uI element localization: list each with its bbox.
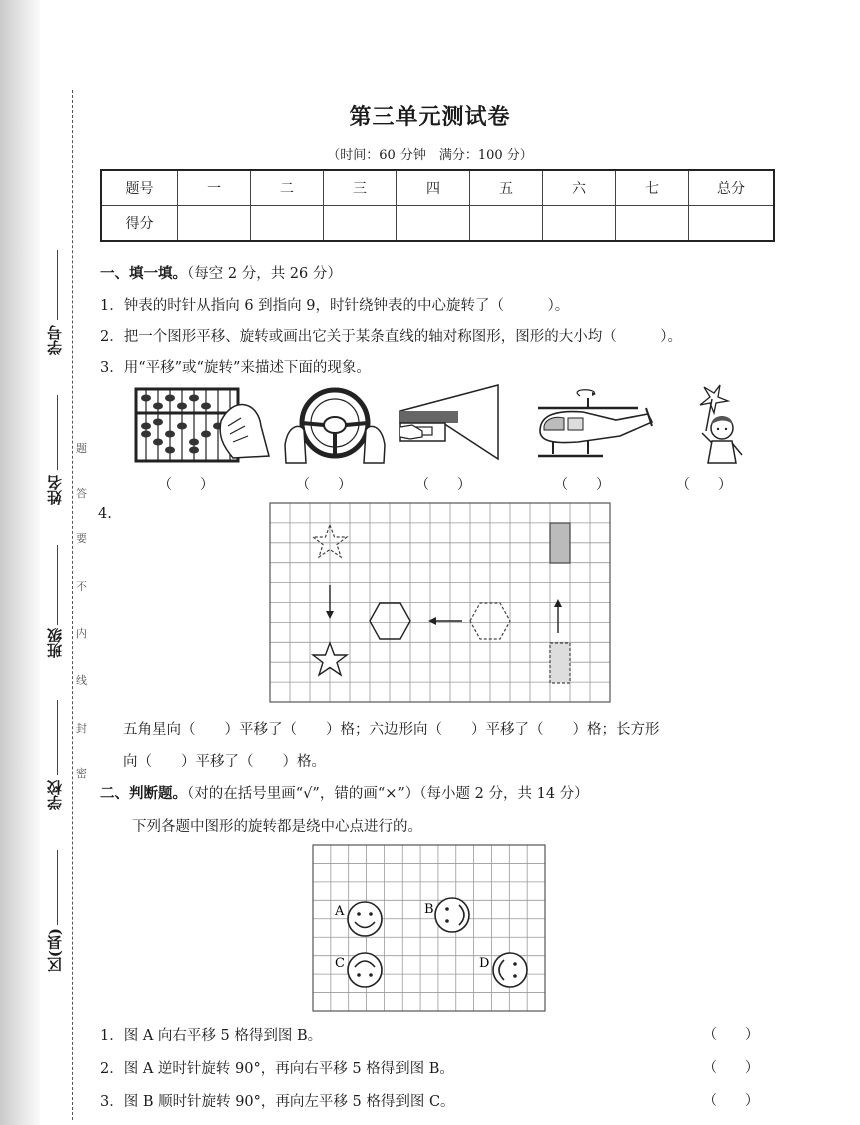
question-4-line2: 向（ ）平移了（ ）格。 [123, 754, 326, 770]
class-line [57, 545, 58, 625]
score-cell: 题号 [101, 170, 178, 206]
seal-char: 封 [76, 722, 87, 735]
name-label: 姓名 [46, 475, 64, 505]
section2-heading-line [100, 782, 589, 803]
judge-item-3: 3．图 B 顺时针旋转 90°，再向左平移 5 格得到图 C。 [100, 1094, 455, 1110]
score-input-cell[interactable] [470, 206, 543, 242]
score-input-cell[interactable] [397, 206, 470, 242]
rotation-grid [313, 845, 545, 1011]
rectangle-dashed-icon [550, 643, 570, 683]
face-label-d: D [479, 956, 490, 971]
page-subtitle: （时间：60 分钟 满分：100 分） [327, 148, 533, 163]
section1-heading-note: （每空 2 分，共 26 分） [187, 266, 342, 282]
score-table-header-row [101, 170, 774, 206]
steering-wheel-picture [280, 385, 390, 465]
score-input-cell[interactable] [251, 206, 324, 242]
judge-answer-paren[interactable]: （ ） [703, 1027, 759, 1043]
answer-paren[interactable]: （ ） [554, 477, 610, 493]
judge-answer-paren[interactable]: （ ） [703, 1060, 759, 1076]
seal-char: 不 [76, 580, 87, 593]
face-label-a: A [335, 904, 345, 919]
face-label-c: C [335, 956, 345, 971]
score-cell: 六 [543, 170, 616, 206]
question-4-number: 4. [98, 506, 112, 522]
school-label: 学校 [46, 780, 64, 810]
answer-paren[interactable]: （ ） [296, 477, 352, 493]
score-cell: 得分 [101, 206, 178, 242]
score-cell: 一 [178, 170, 251, 206]
score-table [100, 169, 775, 242]
school-line [57, 700, 58, 775]
score-input-cell[interactable] [324, 206, 397, 242]
section1-heading: 一、填一填。 [100, 265, 187, 282]
score-cell: 五 [470, 170, 543, 206]
smiley-face-c-icon [348, 953, 382, 987]
smiley-face-d-icon [493, 953, 527, 987]
student-id-line [57, 250, 58, 320]
score-table-score-row [101, 206, 774, 242]
seal-char: 内 [76, 627, 87, 640]
abacus-picture [133, 386, 271, 464]
seal-char: 题 [76, 442, 87, 455]
section2-heading: 二、判断题。 [100, 785, 187, 802]
rectangle-icon [550, 523, 570, 563]
binding-dashed-line [72, 90, 73, 1120]
seal-char: 密 [76, 767, 87, 780]
seal-char: 答 [76, 487, 87, 500]
drawer-picture [398, 383, 500, 463]
pinwheel-child-picture [690, 383, 746, 465]
student-id-label: 学号 [46, 325, 64, 355]
score-cell: 七 [616, 170, 689, 206]
answer-paren[interactable]: （ ） [158, 477, 214, 493]
score-cell: 四 [397, 170, 470, 206]
face-label-b: B [424, 902, 434, 917]
seal-char: 线 [76, 674, 87, 687]
smiley-face-a-icon [348, 902, 382, 936]
section2-heading-note: （对的在括号里画“√”，错的画“×”）（每小题 2 分，共 14 分） [187, 786, 589, 802]
judge-item-1: 1．图 A 向右平移 5 格得到图 B。 [100, 1028, 323, 1044]
page-title: 第三单元测试卷 [349, 104, 511, 130]
question-1: 1．钟表的时针从指向 6 到指向 9，时针绕钟表的中心旋转了（ ）。 [100, 298, 570, 314]
answer-paren[interactable]: （ ） [676, 477, 732, 493]
district-line [57, 850, 58, 925]
translation-grid [270, 503, 610, 702]
section2-intro: 下列各题中图形的旋转都是绕中心点进行的。 [132, 819, 422, 835]
score-input-cell[interactable] [543, 206, 616, 242]
helicopter-picture [528, 386, 656, 464]
district-label: 区(县) [46, 928, 64, 973]
question-3: 3．用“平移”或“旋转”来描述下面的现象。 [100, 360, 371, 376]
judge-item-2: 2．图 A 逆时针旋转 90°，再向右平移 5 格得到图 B。 [100, 1061, 454, 1077]
answer-paren[interactable]: （ ） [415, 477, 471, 493]
smiley-face-b-icon [435, 898, 469, 932]
class-label: 班级 [46, 628, 64, 658]
score-input-cell[interactable] [689, 206, 775, 242]
question-2: 2．把一个图形平移、旋转或画出它关于某条直线的轴对称图形，图形的大小均（ ）。 [100, 329, 682, 345]
score-cell: 三 [324, 170, 397, 206]
score-input-cell[interactable] [178, 206, 251, 242]
score-cell: 二 [251, 170, 324, 206]
judge-answer-paren[interactable]: （ ） [703, 1093, 759, 1109]
name-line [57, 395, 58, 470]
seal-char: 要 [76, 532, 87, 545]
score-cell: 总分 [689, 170, 775, 206]
score-input-cell[interactable] [616, 206, 689, 242]
section1-heading-line [100, 262, 342, 283]
question-4-line1: 五角星向（ ）平移了（ ）格；六边形向（ ）平移了（ ）格；长方形 [123, 722, 660, 738]
page-edge-shadow [0, 0, 40, 1125]
